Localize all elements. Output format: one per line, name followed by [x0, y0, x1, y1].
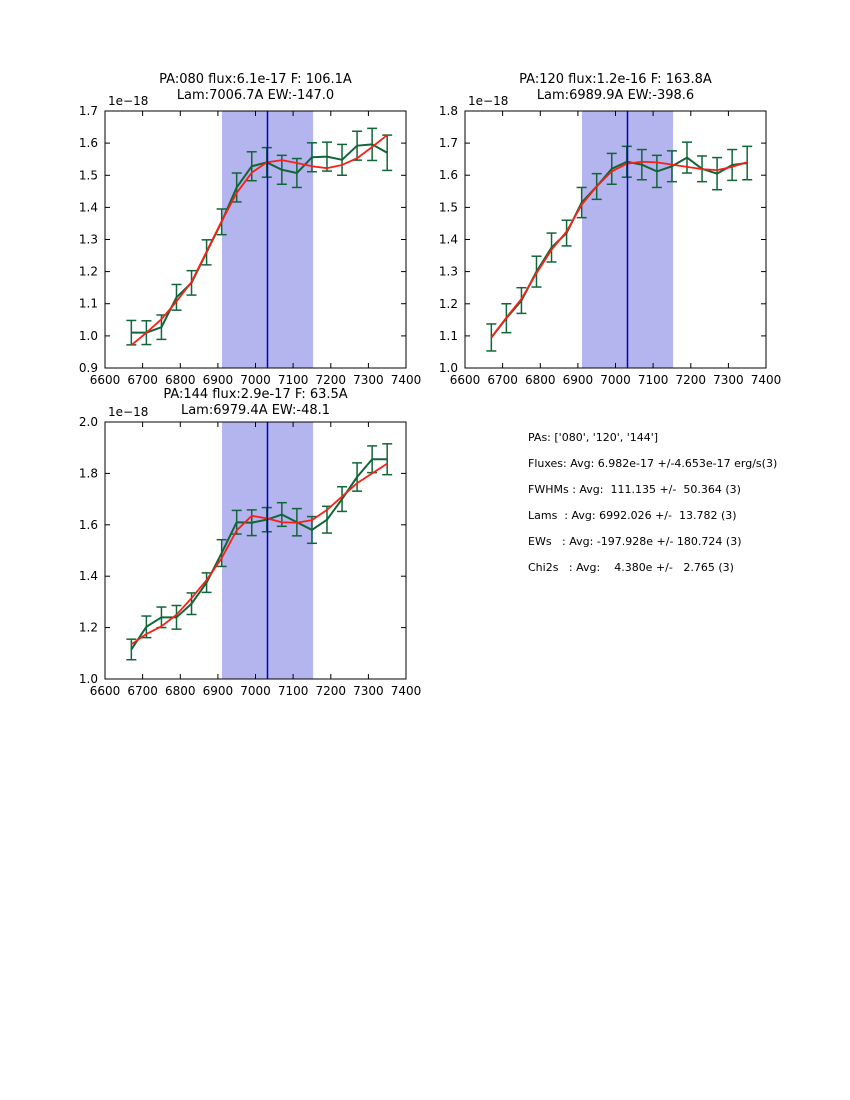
stats-line-pas: PAs: ['080', '120', '144'] — [528, 431, 659, 444]
stats-line-chi2s: Chi2s : Avg: 4.380e +/- 2.765 (3) — [528, 561, 734, 574]
x-tick-label: 6800 — [165, 373, 196, 387]
y-tick-label: 1.3 — [438, 264, 458, 279]
x-tick-label: 6800 — [165, 684, 196, 698]
y-tick-label: 1.1 — [438, 328, 458, 343]
x-tick-label: 7000 — [600, 373, 631, 387]
x-tick-label: 7400 — [750, 373, 782, 387]
x-tick-label: 6700 — [487, 373, 518, 387]
x-tick-label: 6600 — [89, 373, 121, 387]
x-tick-label: 6800 — [525, 373, 556, 387]
plot2-title-line2: Lam:6989.9A EW:-398.6 — [536, 88, 695, 103]
y-tick-label: 1.2 — [78, 620, 98, 635]
y-tick-label: 1.6 — [78, 517, 98, 532]
stats-panel — [528, 432, 777, 588]
y-tick-label: 1.8 — [78, 466, 98, 481]
x-tick-label: 7300 — [353, 373, 384, 387]
y-tick-label: 1.4 — [78, 200, 98, 215]
x-tick-label: 7200 — [675, 373, 707, 387]
x-tick-label: 7300 — [713, 373, 744, 387]
plot2-pa120-axes — [415, 105, 785, 395]
x-tick-label: 7300 — [353, 684, 384, 698]
x-tick-label: 6900 — [562, 373, 594, 387]
plot1-title-line2: Lam:7006.7A EW:-147.0 — [176, 88, 335, 103]
y-tick-label: 1.8 — [438, 104, 458, 118]
x-tick-label: 7200 — [315, 373, 347, 387]
plot2-y-offset-label: 1e−18 — [468, 94, 509, 108]
y-tick-label: 1.4 — [78, 569, 98, 584]
y-tick-label: 1.5 — [78, 168, 98, 183]
x-tick-label: 7100 — [277, 373, 309, 387]
x-tick-label: 6700 — [127, 684, 158, 698]
y-tick-label: 1.0 — [78, 328, 98, 343]
plot3-title-line1: PA:144 flux:2.9e-17 F: 63.5A — [163, 387, 348, 402]
y-tick-label: 1.5 — [438, 200, 458, 215]
y-tick-label: 1.1 — [78, 296, 98, 311]
y-tick-label: 1.7 — [438, 136, 458, 151]
x-tick-label: 6700 — [127, 373, 158, 387]
plot2-title-line1: PA:120 flux:1.2e-16 F: 163.8A — [519, 72, 712, 87]
stats-line-ews: EWs : Avg: -197.928e +/- 180.724 (3) — [528, 535, 742, 548]
stats-line-lams: Lams : Avg: 6992.026 +/- 13.782 (3) — [528, 509, 737, 522]
x-tick-label: 6600 — [449, 373, 481, 387]
plot3-title-line2: Lam:6979.4A EW:-48.1 — [180, 403, 331, 418]
plot3-pa144-axes — [55, 416, 425, 706]
x-tick-label: 7000 — [240, 684, 271, 698]
y-tick-label: 2.0 — [78, 415, 98, 429]
y-tick-label: 1.6 — [438, 168, 458, 183]
x-tick-label: 7200 — [315, 684, 347, 698]
y-tick-label: 1.7 — [78, 104, 98, 118]
x-tick-label: 7100 — [277, 684, 309, 698]
plot1-title-line1: PA:080 flux:6.1e-17 F: 106.1A — [159, 72, 352, 87]
x-tick-label: 6900 — [202, 373, 234, 387]
y-tick-label: 1.0 — [438, 361, 458, 375]
plot3-y-offset-label: 1e−18 — [108, 405, 149, 419]
x-tick-label: 7100 — [637, 373, 669, 387]
x-tick-label: 7400 — [390, 373, 422, 387]
stats-line-fwhms: FWHMs : Avg: 111.135 +/- 50.364 (3) — [528, 483, 741, 496]
x-tick-label: 6600 — [89, 684, 121, 698]
stats-line-fluxes: Fluxes: Avg: 6.982e-17 +/-4.653e-17 erg/s(3) — [528, 457, 778, 470]
plot1-y-offset-label: 1e−18 — [108, 94, 149, 108]
y-tick-label: 1.0 — [78, 672, 98, 686]
y-tick-label: 0.9 — [78, 361, 98, 375]
y-tick-label: 1.4 — [438, 232, 458, 247]
y-tick-label: 1.2 — [78, 264, 98, 279]
x-tick-label: 6900 — [202, 684, 234, 698]
x-tick-label: 7400 — [390, 684, 422, 698]
x-tick-label: 7000 — [240, 373, 271, 387]
plot1-pa080-axes — [55, 105, 425, 395]
y-tick-label: 1.6 — [78, 136, 98, 151]
y-tick-label: 1.2 — [438, 296, 458, 311]
y-tick-label: 1.3 — [78, 232, 98, 247]
